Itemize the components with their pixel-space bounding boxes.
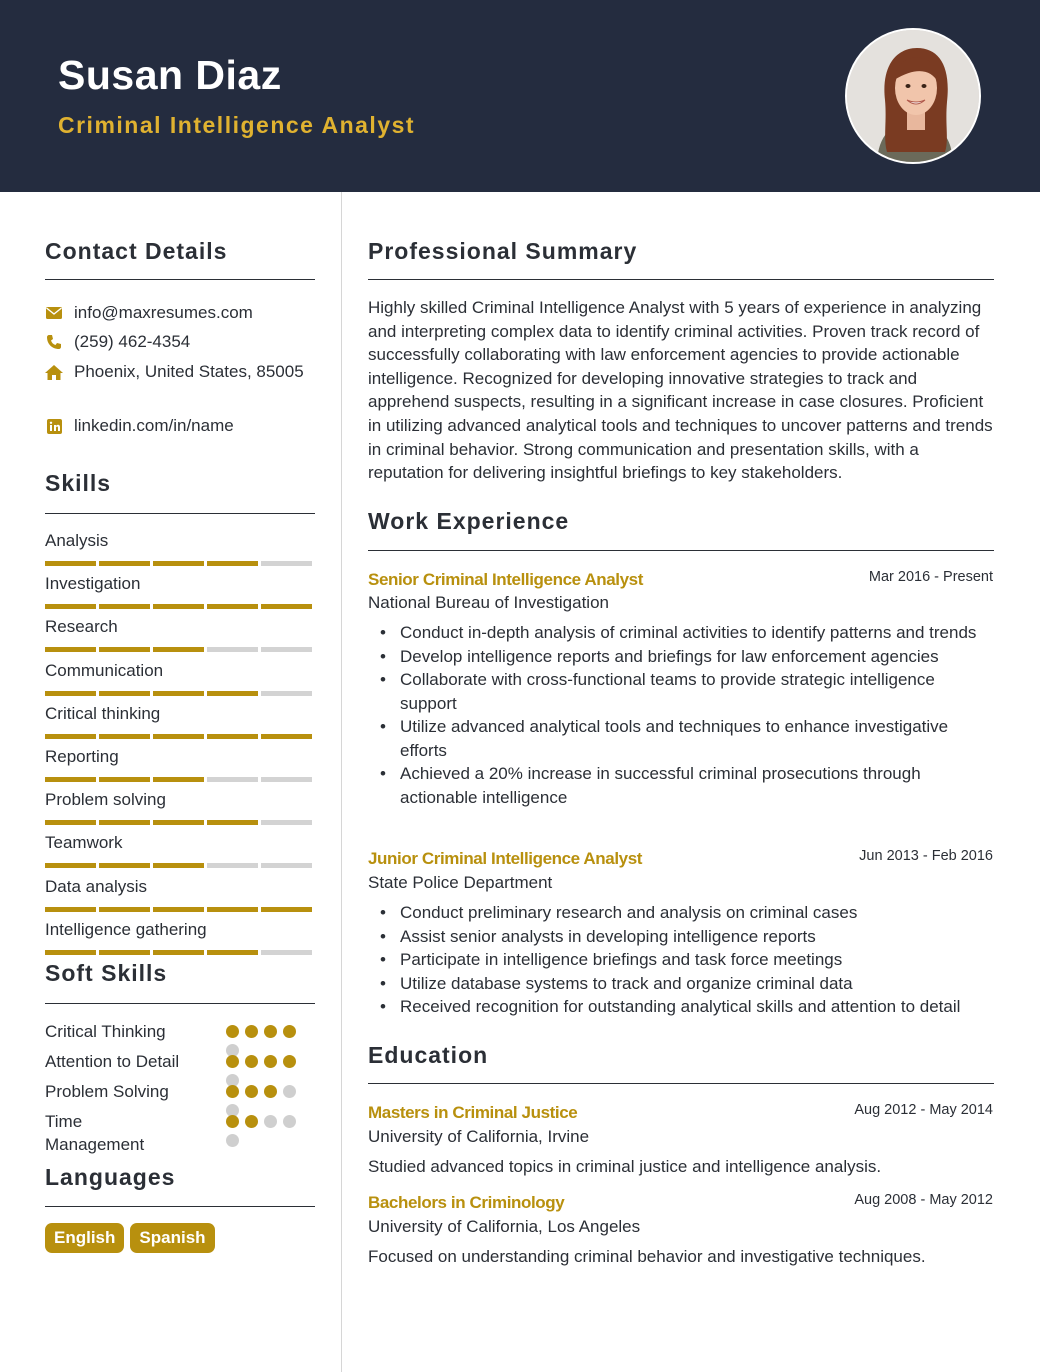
contact-address — [45, 361, 304, 383]
list-item: • Develop intelligence reports and briefings for law enforcement agencies — [380, 645, 992, 669]
skill-item — [45, 832, 315, 868]
contact-phone — [45, 331, 190, 353]
skill-level-segment — [45, 691, 96, 696]
skill-level-segment — [45, 647, 96, 652]
skill-label: Analysis — [45, 531, 109, 550]
linkedin-text[interactable]: linkedin.com/in/name — [74, 416, 234, 435]
skill-label: Problem solving — [45, 790, 166, 810]
rating-dot — [226, 1025, 239, 1038]
skill-level-segment — [207, 907, 258, 912]
summary-section-title: Professional Summary — [368, 238, 638, 264]
degree-title: Masters in Criminal Justice — [368, 1103, 578, 1122]
home-icon — [45, 363, 63, 381]
skill-level-segment — [261, 561, 312, 566]
skill-level-segment — [207, 647, 258, 652]
skill-item — [45, 746, 315, 782]
job-dates: Mar 2016 - Present — [868, 569, 993, 585]
skill-level-segment — [207, 820, 258, 825]
job-organization: State Police Department — [368, 873, 553, 892]
resume-header — [0, 0, 1040, 192]
soft-skill-rating — [226, 1025, 296, 1038]
school-name: University of California, Irvine — [368, 1127, 590, 1146]
summary-text: Highly skilled Criminal Intelligence Analyst with 5 years of experience in analyzing and interpreting complex data to identify criminal activities. Proven track record of successfully collaborating with law enforcement agencies to provide actionable intelligence. Recognized for developing innovative strategies to track and apprehend suspects, resulting in a significant increase in case closures. Proficient in utilizing advanced analytical tools and techniques to uncover patterns and trends in criminal behavior. Strong communication and presentation skills, with a reputation for delivering insightful briefings to key stakeholders. — [368, 298, 993, 483]
skill-level-bar — [45, 950, 315, 955]
skill-level-segment — [207, 561, 258, 566]
skill-level-segment — [153, 820, 204, 825]
skill-level-segment — [153, 561, 204, 566]
rating-dot — [226, 1115, 239, 1128]
skill-level-segment — [261, 734, 312, 739]
skill-level-segment — [45, 604, 96, 609]
education-section-rule — [368, 1083, 994, 1084]
skill-level-segment — [45, 907, 96, 912]
contact-section-title: Contact Details — [45, 238, 228, 264]
rating-dot — [264, 1085, 277, 1098]
list-item: • Conduct in-depth analysis of criminal activities to identify patterns and trends — [380, 621, 992, 645]
rating-dot — [226, 1134, 239, 1147]
skill-level-segment — [207, 691, 258, 696]
skill-level-segment — [99, 777, 150, 782]
skill-label: Research — [45, 617, 118, 637]
education-section-title: Education — [368, 1042, 489, 1068]
languages-section-title: Languages — [45, 1164, 176, 1190]
skill-level-segment — [261, 691, 312, 696]
skill-label: Critical thinking — [45, 703, 161, 723]
skill-level-segment — [261, 777, 312, 782]
rating-dot — [264, 1025, 277, 1038]
contact-email — [45, 302, 253, 324]
phone-icon — [45, 333, 63, 351]
skill-item — [45, 703, 315, 739]
profile-photo — [845, 28, 981, 164]
rating-dot — [245, 1055, 258, 1068]
skill-level-segment — [261, 863, 312, 868]
degree-dates: Aug 2008 - May 2012 — [854, 1192, 993, 1208]
skill-level-segment — [261, 604, 312, 609]
skill-level-segment — [207, 734, 258, 739]
skill-label: Communication — [45, 660, 164, 680]
job-organization: National Bureau of Investigation — [368, 593, 609, 612]
skill-level-segment — [99, 561, 150, 566]
list-item: • Conduct preliminary research and analysis on criminal cases — [380, 901, 992, 925]
skill-level-segment — [99, 734, 150, 739]
soft-skill-rating — [226, 1085, 296, 1098]
soft-skills-section-title: Soft Skills — [45, 960, 168, 986]
soft-skill-label: Problem Solving — [45, 1082, 169, 1101]
skill-level-segment — [99, 907, 150, 912]
skill-item — [45, 573, 315, 609]
skill-level-segment — [153, 950, 204, 955]
skill-label: Teamwork — [45, 833, 123, 853]
degree-dates: Aug 2012 - May 2014 — [854, 1102, 993, 1118]
skill-level-segment — [153, 863, 204, 868]
experience-section-rule — [368, 550, 994, 551]
skill-level-segment — [45, 863, 96, 868]
skill-level-segment — [99, 820, 150, 825]
skill-level-segment — [261, 950, 312, 955]
list-item: • Utilize advanced analytical tools and techniques to enhance investigative efforts — [380, 715, 992, 762]
skill-level-bar — [45, 691, 315, 696]
skill-label: Data analysis — [45, 876, 148, 896]
job-title: Junior Criminal Intelligence Analyst — [368, 849, 643, 868]
rating-dot — [283, 1085, 296, 1098]
list-item: • Collaborate with cross-functional teams to provide strategic intelligence support — [380, 668, 992, 715]
skill-level-segment — [261, 820, 312, 825]
rating-dot — [245, 1085, 258, 1098]
skill-level-segment — [99, 863, 150, 868]
job-bullets — [380, 621, 992, 809]
rating-dot — [264, 1055, 277, 1068]
skill-level-segment — [207, 604, 258, 609]
skill-level-segment — [45, 561, 96, 566]
skill-level-segment — [45, 950, 96, 955]
list-item: • Utilize database systems to track and organize criminal data — [380, 972, 992, 996]
job-bullets — [380, 901, 992, 1019]
soft-skill-label: Attention to Detail — [45, 1052, 180, 1071]
job-title: Senior Criminal Intelligence Analyst — [368, 570, 643, 589]
soft-skills-section-rule — [45, 1003, 315, 1004]
candidate-role: Criminal Intelligence Analyst — [58, 112, 416, 138]
skill-level-segment — [261, 907, 312, 912]
languages-section-rule — [45, 1206, 315, 1207]
email-text[interactable]: info@maxresumes.com — [74, 303, 253, 322]
school-name: University of California, Los Angeles — [368, 1217, 641, 1236]
skill-level-segment — [45, 777, 96, 782]
envelope-icon — [45, 304, 63, 322]
list-item: • Achieved a 20% increase in successful criminal prosecutions through actionable intelligence — [380, 762, 992, 809]
skill-label: Intelligence gathering — [45, 919, 207, 939]
column-divider — [341, 192, 342, 1372]
rating-dot — [226, 1085, 239, 1098]
address-text: Phoenix, United States, 85005 — [74, 362, 304, 381]
skill-label: Investigation — [45, 574, 141, 594]
skill-level-segment — [261, 647, 312, 652]
skill-level-segment — [99, 604, 150, 609]
soft-skill-label: Critical Thinking — [45, 1022, 166, 1041]
skill-item — [45, 616, 315, 652]
degree-description: Focused on understanding criminal behavior and investigative techniques. — [368, 1247, 926, 1266]
skill-level-segment — [153, 907, 204, 912]
skill-level-bar — [45, 863, 315, 868]
skill-level-segment — [45, 734, 96, 739]
skill-level-segment — [99, 647, 150, 652]
skill-level-bar — [45, 820, 315, 825]
skill-item — [45, 660, 315, 696]
skill-level-bar — [45, 561, 315, 566]
skill-level-segment — [45, 820, 96, 825]
rating-dot — [283, 1055, 296, 1068]
skill-level-segment — [207, 863, 258, 868]
rating-dot — [226, 1055, 239, 1068]
skill-level-bar — [45, 647, 315, 652]
phone-text[interactable]: (259) 462-4354 — [74, 332, 191, 351]
language-badge: Spanish — [130, 1223, 214, 1253]
list-item: • Participate in intelligence briefings and task force meetings — [380, 948, 992, 972]
skill-level-segment — [99, 691, 150, 696]
rating-dot — [245, 1115, 258, 1128]
skills-section-rule — [45, 513, 315, 514]
contact-section-rule — [45, 279, 315, 280]
skill-item — [45, 919, 315, 955]
skill-level-segment — [153, 604, 204, 609]
skill-level-segment — [207, 777, 258, 782]
skill-item — [45, 876, 315, 912]
skill-level-bar — [45, 604, 315, 609]
soft-skill-rating — [226, 1055, 296, 1068]
job-dates: Jun 2013 - Feb 2016 — [859, 848, 993, 864]
skills-section-title: Skills — [45, 470, 112, 496]
skill-level-segment — [153, 734, 204, 739]
skill-item — [45, 789, 315, 825]
degree-title: Bachelors in Criminology — [368, 1193, 565, 1212]
skill-level-segment — [99, 950, 150, 955]
soft-skill-label: Time Management — [45, 1112, 145, 1154]
profile-photo-illustration — [847, 30, 981, 164]
experience-section-title: Work Experience — [368, 508, 570, 534]
degree-description: Studied advanced topics in criminal justice and intelligence analysis. — [368, 1157, 882, 1176]
contact-linkedin — [45, 415, 234, 437]
list-item: • Received recognition for outstanding analytical skills and attention to detail — [380, 995, 992, 1019]
summary-section-rule — [368, 279, 994, 280]
skill-item — [45, 530, 315, 566]
rating-dot — [264, 1115, 277, 1128]
language-badge: English — [45, 1223, 124, 1253]
candidate-name: Susan Diaz — [58, 52, 282, 98]
linkedin-icon — [45, 417, 63, 435]
languages-list — [45, 1223, 215, 1253]
list-item: • Assist senior analysts in developing intelligence reports — [380, 925, 992, 949]
skill-level-segment — [153, 777, 204, 782]
skill-level-bar — [45, 777, 315, 782]
skill-label: Reporting — [45, 747, 119, 766]
skill-level-bar — [45, 734, 315, 739]
skill-level-segment — [207, 950, 258, 955]
rating-dot — [283, 1115, 296, 1128]
skill-level-segment — [153, 691, 204, 696]
skill-level-segment — [153, 647, 204, 652]
soft-skill-rating — [226, 1115, 296, 1128]
skill-level-bar — [45, 907, 315, 912]
rating-dot — [283, 1025, 296, 1038]
rating-dot — [245, 1025, 258, 1038]
